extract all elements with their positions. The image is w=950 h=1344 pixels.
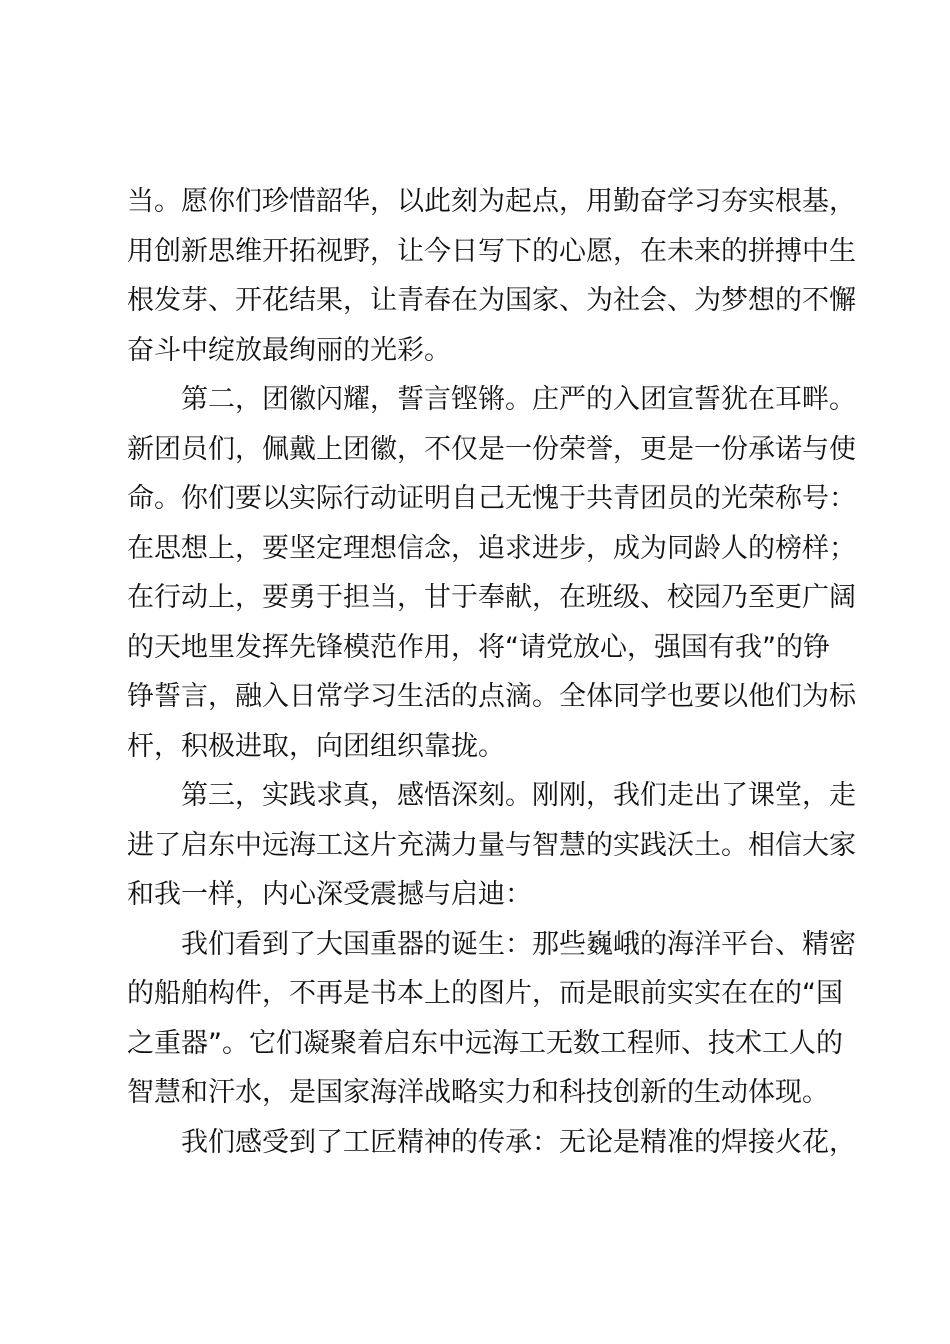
text-line: 之重器”。它们凝聚着启东中远海工无数工程师、技术工人的 [127,1027,843,1059]
text-line: 铮誓言，融入日常学习生活的点滴。全体同学也要以他们为标 [127,681,856,712]
text-line: 奋斗中绽放最绚丽的光彩。 [127,334,451,366]
text-line: 和我一样，内心深受震撼与启迪： [127,879,532,910]
paragraph-start-line: 第三，实践求真，感悟深刻。刚刚，我们走出了课堂，走 [181,780,856,811]
text-line: 进了启东中远海工这片充满力量与智慧的实践沃土。相信大家 [127,829,856,861]
text-line: 新团员们，佩戴上团徽，不仅是一份荣誉，更是一份承诺与使 [127,433,856,465]
text-line: 的船舶构件，不再是书本上的图片，而是眼前实实在在的“国 [127,978,843,1009]
text-line: 当。愿你们珍惜韶华，以此刻为起点，用勤奋学习夯实根基， [127,186,856,217]
text-line: 用创新思维开拓视野，让今日写下的心愿，在未来的拼搏中生 [127,235,856,267]
text-line: 杆，积极进取，向团组织靠拢。 [127,730,505,762]
text-line: 命。你们要以实际行动证明自己无愧于共青团员的光荣称号： [127,483,856,514]
paragraph-start-line: 我们看到了大国重器的诞生：那些巍峨的海洋平台、精密 [181,928,856,960]
paragraph-start-line: 我们感受到了工匠精神的传承：无论是精准的焊接火花， [181,1126,856,1158]
text-line: 智慧和汗水，是国家海洋战略实力和科技创新的生动体现。 [127,1077,829,1108]
text-line: 根发芽、开花结果，让青春在为国家、为社会、为梦想的不懈 [127,285,856,316]
text-line: 在行动上，要勇于担当，甘于奉献，在班级、校园乃至更广阔 [127,582,856,613]
text-line: 的天地里发挥先锋模范作用，将“请党放心，强国有我”的铮 [127,631,830,663]
document-body [127,177,856,1167]
paragraph-start-line: 第二，团徽闪耀，誓言铿锵。庄严的入团宣誓犹在耳畔。 [181,384,856,415]
text-line: 在思想上，要坚定理想信念，追求进步，成为同龄人的榜样； [127,532,856,564]
